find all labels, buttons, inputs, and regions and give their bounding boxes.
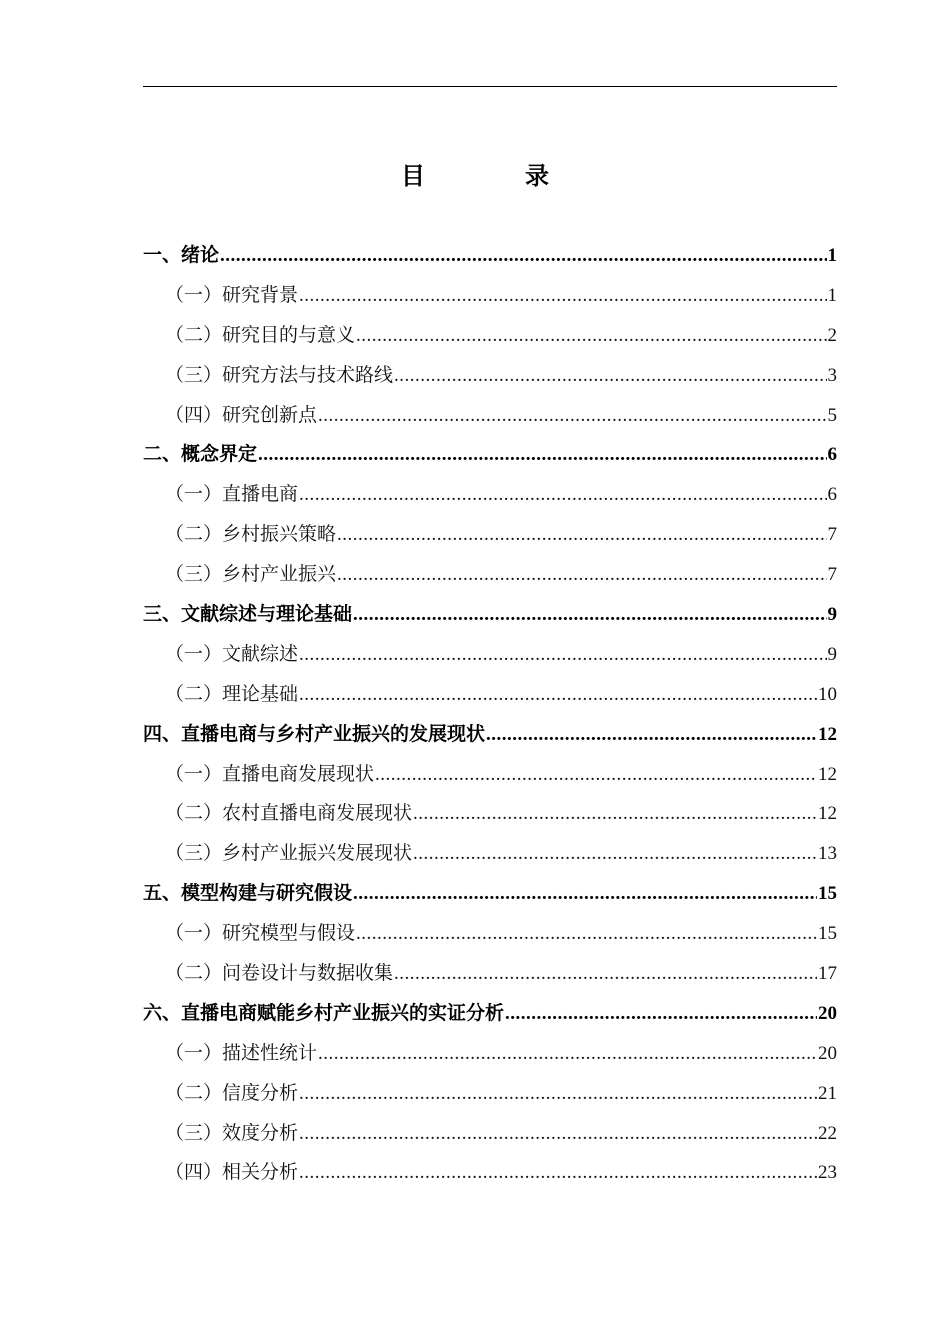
toc-entry-label: （一）研究背景 xyxy=(165,283,299,306)
toc-entry-page: 5 xyxy=(827,404,837,426)
toc-entry-page: 1 xyxy=(827,284,837,306)
toc-entry-3-1[interactable] xyxy=(143,635,837,675)
toc-entry-label: （一）文献综述 xyxy=(165,642,299,665)
dot-leader xyxy=(353,874,817,914)
toc-entry-5-1[interactable] xyxy=(143,914,837,954)
toc-entry-page: 22 xyxy=(818,1122,837,1144)
toc-entry-label: 三、文献综述与理论基础 xyxy=(143,603,353,626)
dot-leader xyxy=(413,794,817,834)
toc-entry-label: （二）信度分析 xyxy=(165,1081,299,1104)
toc-entry-label: （四）相关分析 xyxy=(165,1161,299,1184)
toc-entry-label: 五、模型构建与研究假设 xyxy=(143,882,353,905)
dot-leader xyxy=(258,435,826,475)
toc-entry-page: 12 xyxy=(818,763,837,785)
toc-entry-label: 一、绪论 xyxy=(143,244,220,266)
toc-entry-2-1[interactable] xyxy=(143,475,837,515)
toc-entry-label: （三）研究方法与技术路线 xyxy=(165,363,394,386)
toc-entry-6[interactable] xyxy=(143,994,837,1034)
dot-leader xyxy=(299,1074,817,1114)
toc-entry-page: 6 xyxy=(827,484,837,506)
toc-entry-page: 20 xyxy=(818,1002,837,1024)
toc-entry-label: （三）效度分析 xyxy=(165,1121,299,1144)
toc-entry-label: （三）乡村产业振兴 xyxy=(165,563,337,586)
toc-entry-3[interactable] xyxy=(143,595,837,635)
toc-entry-1-2[interactable] xyxy=(143,316,837,356)
dot-leader xyxy=(356,914,817,954)
toc-entry-3-2[interactable] xyxy=(143,675,837,715)
header-rule xyxy=(143,86,837,87)
toc-entry-1-1[interactable] xyxy=(143,276,837,316)
toc-entry-label: （二）问卷设计与数据收集 xyxy=(165,962,394,985)
toc-entry-label: （二）研究目的与意义 xyxy=(165,323,356,346)
toc-entry-page: 10 xyxy=(818,683,837,705)
dot-leader xyxy=(299,1153,817,1193)
toc-entry-4-1[interactable] xyxy=(143,755,837,795)
toc-entry-label: （二）理论基础 xyxy=(165,682,299,705)
toc-entry-6-1[interactable] xyxy=(143,1034,837,1074)
toc-entry-1[interactable] xyxy=(143,236,837,276)
toc-entry-page: 9 xyxy=(827,604,837,626)
dot-leader xyxy=(356,316,826,356)
toc-entry-page: 12 xyxy=(818,723,837,745)
toc-entry-page: 2 xyxy=(827,324,837,346)
dot-leader xyxy=(299,635,826,675)
toc-entry-page: 1 xyxy=(827,245,837,266)
dot-leader xyxy=(375,755,817,795)
toc-entry-label: （一）直播电商 xyxy=(165,483,299,506)
toc-entry-2[interactable] xyxy=(143,435,837,475)
dot-leader xyxy=(318,396,826,436)
toc-entry-label: （一）直播电商发展现状 xyxy=(165,762,375,785)
toc-entry-6-2[interactable] xyxy=(143,1074,837,1114)
dot-leader xyxy=(318,1034,817,1074)
toc-entry-label: （二）农村直播电商发展现状 xyxy=(165,802,413,825)
dot-leader xyxy=(299,1114,817,1154)
toc-entry-6-3[interactable] xyxy=(143,1114,837,1154)
toc-entry-page: 20 xyxy=(818,1042,837,1064)
dot-leader xyxy=(337,515,826,555)
toc-entry-1-3[interactable] xyxy=(143,356,837,396)
dot-leader xyxy=(299,276,826,316)
toc-entry-label: （二）乡村振兴策略 xyxy=(165,523,337,546)
toc-entry-label: （一）研究模型与假设 xyxy=(165,922,356,945)
dot-leader xyxy=(505,994,817,1034)
toc-entry-page: 6 xyxy=(827,444,837,466)
dot-leader xyxy=(486,715,817,755)
toc-entry-1-4[interactable] xyxy=(143,396,837,436)
toc-entry-page: 12 xyxy=(818,803,837,825)
dot-leader xyxy=(353,595,826,635)
dot-leader xyxy=(299,475,826,515)
toc-entry-2-2[interactable] xyxy=(143,515,837,555)
toc-entry-page: 23 xyxy=(818,1162,837,1184)
toc-entry-page: 7 xyxy=(827,524,837,546)
toc-entry-2-3[interactable] xyxy=(143,555,837,595)
toc-entry-5[interactable] xyxy=(143,874,837,914)
toc-entry-label: 二、概念界定 xyxy=(143,443,258,466)
toc-entry-5-2[interactable] xyxy=(143,954,837,994)
toc-entry-page: 7 xyxy=(827,564,837,586)
toc-entry-6-4[interactable] xyxy=(143,1153,837,1193)
toc-entry-page: 15 xyxy=(818,883,837,905)
toc-entry-page: 21 xyxy=(818,1082,837,1104)
dot-leader xyxy=(413,834,817,874)
dot-leader xyxy=(299,675,817,715)
toc-entry-page: 3 xyxy=(827,364,837,386)
toc-entry-label: （三）乡村产业振兴发展现状 xyxy=(165,842,413,865)
toc-entry-label: 六、直播电商赋能乡村产业振兴的实证分析 xyxy=(143,1001,505,1024)
toc-entry-4-3[interactable] xyxy=(143,834,837,874)
dot-leader xyxy=(394,356,826,396)
toc-entry-page: 15 xyxy=(818,923,837,945)
toc-entry-page: 9 xyxy=(827,643,837,665)
toc-entry-page: 17 xyxy=(818,963,837,985)
dot-leader xyxy=(394,954,817,994)
toc-title: 目录 xyxy=(401,162,649,190)
toc-entry-label: （一）描述性统计 xyxy=(165,1041,318,1064)
toc-entry-4-2[interactable] xyxy=(143,794,837,834)
dot-leader xyxy=(337,555,826,595)
toc-entry-label: 四、直播电商与乡村产业振兴的发展现状 xyxy=(143,722,486,745)
dot-leader xyxy=(220,236,826,276)
toc-entry-label: （四）研究创新点 xyxy=(165,403,318,426)
toc-entry-page: 13 xyxy=(818,843,837,865)
toc-entry-4[interactable] xyxy=(143,715,837,755)
toc-list xyxy=(143,236,837,1193)
